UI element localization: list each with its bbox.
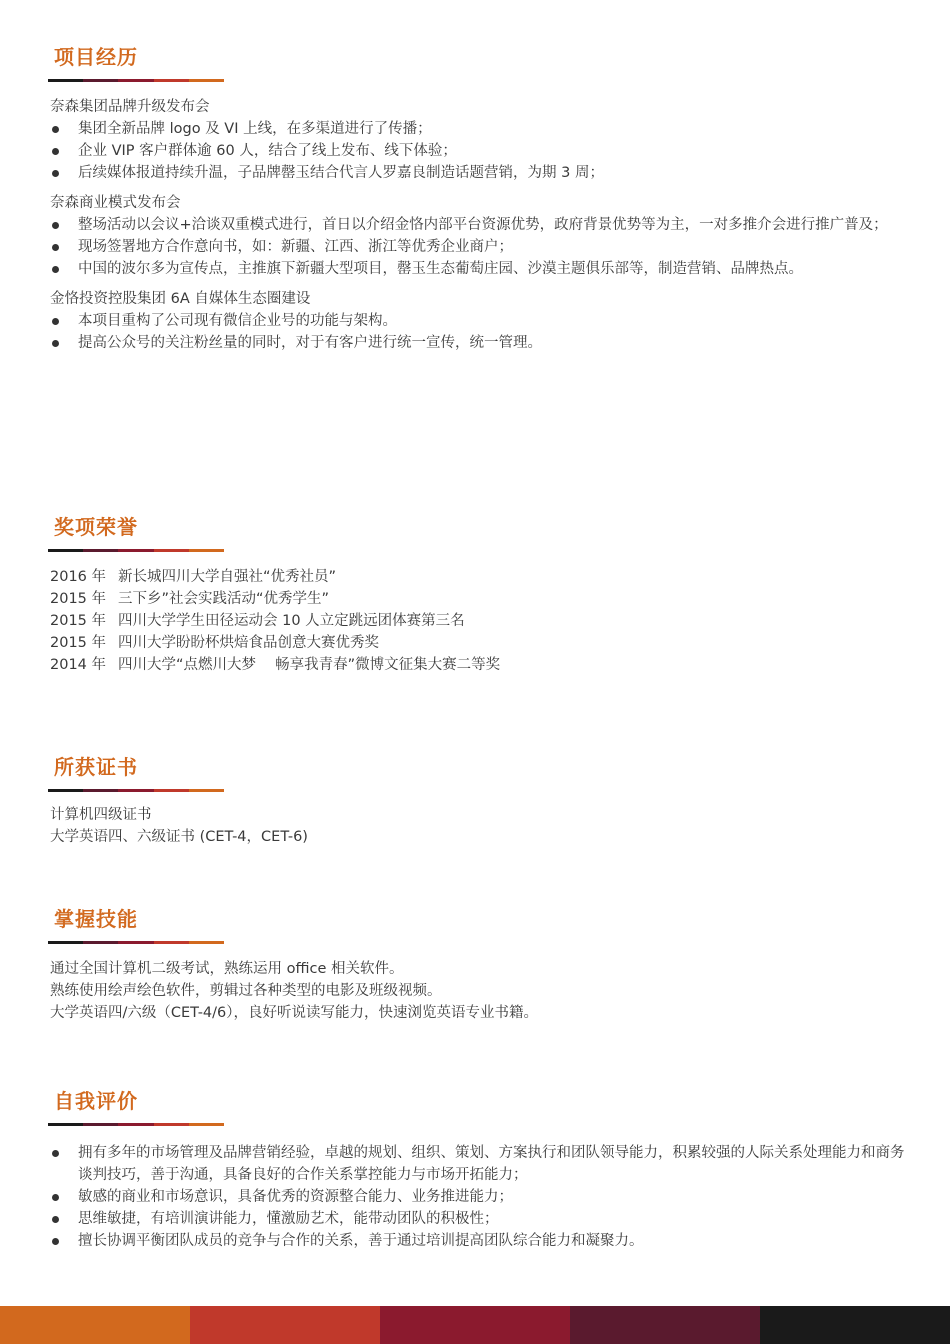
bullet-icon (52, 1150, 59, 1157)
bullet-icon (52, 266, 59, 273)
projects-title: 项目经历 (54, 45, 138, 69)
skill-item: 大学英语四/六级（CET-4/6），良好听说读写能力，快速浏览英语专业书籍。 (50, 1005, 539, 1021)
award-year: 2016 年 (50, 569, 107, 585)
award-text: 四川大学学生田径运动会 10 人立定跳远团体赛第三名 (118, 613, 465, 629)
bullet-icon (52, 340, 59, 347)
list-item: 企业 VIP 客户群体逾 60 人，结合了线上发布、线下体验； (50, 140, 910, 162)
certificates-section (50, 754, 910, 848)
awards-content (50, 566, 910, 676)
award-text: 四川大学盼盼杯烘焙食品创意大赛优秀奖 (118, 635, 379, 651)
award-text: 三下乡”社会实践活动“优秀学生” (118, 591, 330, 607)
self-eval-section (50, 1088, 910, 1252)
project-name: 奈森集团品牌升级发布会 (50, 99, 210, 115)
list-item: 中国的波尔多为宣传点，主推旗下新疆大型项目，罄玉生态葡萄庄园、沙漠主题俱乐部等，制造营销、品牌热点。 (50, 258, 910, 280)
title-accent-bar (48, 1123, 224, 1126)
award-row (50, 566, 910, 588)
list-item: 敏感的商业和市场意识，具备优秀的资源整合能力、业务推进能力； (50, 1186, 910, 1208)
bullet-icon (52, 170, 59, 177)
certificate-item: 大学英语四、六级证书 (CET-4，CET-6) (50, 829, 308, 845)
award-text: 新长城四川大学自强社“优秀社员” (118, 569, 337, 585)
award-year: 2015 年 (50, 613, 107, 629)
bullet-icon (52, 148, 59, 155)
skills-title: 掌握技能 (54, 907, 138, 931)
list-item: 后续媒体报道持续升温，子品牌罄玉结合代言人罗嘉良制造话题营销，为期 3 周； (50, 162, 910, 184)
title-accent-bar (48, 79, 224, 82)
projects-section (50, 44, 910, 362)
award-row (50, 588, 910, 610)
award-year: 2015 年 (50, 635, 107, 651)
footer-color-stripe (0, 1306, 950, 1344)
bullet-icon (52, 1238, 59, 1245)
bullet-icon (52, 222, 59, 229)
self-eval-title: 自我评价 (54, 1089, 138, 1113)
award-row (50, 610, 910, 632)
list-item: 整场活动以会议+洽谈双重模式进行，首日以介绍金恪内部平台资源优势，政府背景优势等为主，一对多推介会进行推广普及； (50, 214, 910, 236)
skill-item: 熟练使用绘声绘色软件，剪辑过各种类型的电影及班级视频。 (50, 983, 442, 999)
title-accent-bar (48, 941, 224, 944)
bullet-icon (52, 1216, 59, 1223)
project-name: 金恪投资控股集团 6A 自媒体生态圈建设 (50, 291, 311, 307)
award-row (50, 632, 910, 654)
skills-section (50, 906, 910, 1024)
list-item: 现场签署地方合作意向书，如：新疆、江西、浙江等优秀企业商户； (50, 236, 910, 258)
project-name: 奈森商业模式发布会 (50, 195, 181, 211)
certificates-content (50, 804, 910, 848)
list-item: 思维敏捷，有培训演讲能力，懂激励艺术，能带动团队的积极性； (50, 1208, 910, 1230)
title-accent-bar (48, 789, 224, 792)
award-text: 四川大学“点燃川大梦 畅享我青春”微博文征集大赛二等奖 (118, 657, 501, 673)
awards-section (50, 514, 910, 676)
bullet-icon (52, 318, 59, 325)
skill-item: 通过全国计算机二级考试，熟练运用 office 相关软件。 (50, 961, 404, 977)
list-item: 集团全新品牌 logo 及 VI 上线，在多渠道进行了传播； (50, 118, 910, 140)
list-item: 提高公众号的关注粉丝量的同时，对于有客户进行统一宣传，统一管理。 (50, 332, 910, 354)
project-group (50, 288, 910, 354)
skills-content (50, 958, 910, 1024)
certificate-item: 计算机四级证书 (50, 807, 152, 823)
award-year: 2014 年 (50, 657, 107, 673)
awards-title: 奖项荣誉 (54, 515, 138, 539)
bullet-icon (52, 244, 59, 251)
list-item: 拥有多年的市场管理及品牌营销经验，卓越的规划、组织、策划、方案执行和团队领导能力，积累较强的人际关系处理能力和商务谈判技巧，善于沟通，具备良好的合作关系掌控能力与市场开拓能力； (50, 1142, 910, 1186)
list-item: 本项目重构了公司现有微信企业号的功能与架构。 (50, 310, 910, 332)
bullet-icon (52, 126, 59, 133)
projects-content (50, 96, 910, 354)
self-eval-content (50, 1142, 910, 1252)
project-group (50, 192, 910, 280)
certificates-title: 所获证书 (54, 755, 138, 779)
list-item: 擅长协调平衡团队成员的竞争与合作的关系，善于通过培训提高团队综合能力和凝聚力。 (50, 1230, 910, 1252)
project-group (50, 96, 910, 184)
title-accent-bar (48, 549, 224, 552)
award-row (50, 654, 910, 676)
award-year: 2015 年 (50, 591, 107, 607)
bullet-icon (52, 1194, 59, 1201)
